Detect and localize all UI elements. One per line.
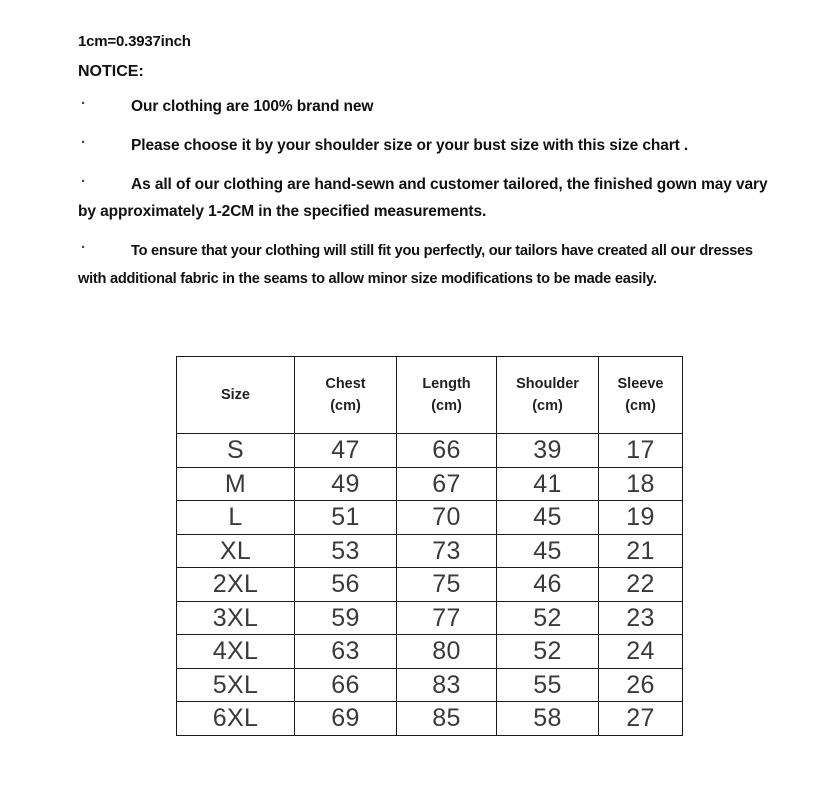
cell-sleeve: 26 [599,668,683,702]
bullet-dot-icon: · [81,173,86,190]
bullet-dot-icon: · [81,134,86,151]
notice-bullet-4-text [78,237,768,293]
cell-sleeve: 24 [599,635,683,669]
cell-chest: 69 [295,702,397,736]
bullet-dot-icon: · [81,239,86,256]
table-header-size-name: Size [220,387,250,403]
notice-block [78,32,768,305]
cell-size: 4XL [177,635,295,669]
size-chart-table-container [176,356,682,736]
cell-shoulder: 39 [497,434,599,468]
table-row [177,668,683,702]
notice-bullet-4-emphasis: our [670,242,696,259]
cell-length: 67 [397,467,497,501]
cell-length: 73 [397,534,497,568]
table-header-length [397,357,497,434]
table-header-length-name: Length [422,376,471,392]
notice-bullet-4-lead: To ensure that your clothing will still fit you perfectly, our tailors have created all [131,243,671,259]
cell-chest: 63 [295,635,397,669]
cell-length: 77 [397,601,497,635]
cell-size: 6XL [177,702,295,736]
table-row [177,534,683,568]
cell-chest: 53 [295,534,397,568]
cell-size: 3XL [177,601,295,635]
notice-bullet-2 [78,132,768,159]
table-row [177,635,683,669]
cell-chest: 66 [295,668,397,702]
notice-bullet-4-rest: dresses with additional fabric in the seams to allow minor size modifications to be made easily. [78,243,753,287]
table-row [177,434,683,468]
table-header-chest-name: Chest [325,376,366,392]
notice-bullet-3 [78,171,768,225]
notice-bullet-3-text: As all of our clothing are hand-sewn and customer tailored, the finished gown may vary by approximately 1-2CM in the specified measurements. [78,176,768,220]
cell-chest: 56 [295,568,397,602]
notice-bullet-4 [78,237,768,293]
cell-size: XL [177,534,295,568]
table-header-sleeve-name: Sleeve [617,376,664,392]
notice-bullet-1-text: Our clothing are 100% brand new [131,98,374,115]
cell-sleeve: 21 [599,534,683,568]
table-header-shoulder [497,357,599,434]
notice-heading: NOTICE: [78,63,144,80]
size-chart-table [176,356,683,736]
cell-shoulder: 52 [497,635,599,669]
cell-length: 83 [397,668,497,702]
table-row [177,501,683,535]
table-header-chest [295,357,397,434]
cell-shoulder: 58 [497,702,599,736]
table-header-size [177,357,295,434]
table-header-chest-unit: (cm) [330,398,361,414]
cell-shoulder: 45 [497,501,599,535]
cell-chest: 47 [295,434,397,468]
cell-chest: 51 [295,501,397,535]
table-header-sleeve [599,357,683,434]
notice-bullet-2-text: Please choose it by your shoulder size or your bust size with this size chart . [131,137,689,154]
table-header-length-unit: (cm) [431,398,462,414]
cell-sleeve: 22 [599,568,683,602]
cell-shoulder: 55 [497,668,599,702]
cell-sleeve: 27 [599,702,683,736]
cell-shoulder: 52 [497,601,599,635]
table-header-row [177,357,683,434]
table-header-sleeve-unit: (cm) [625,398,656,414]
cell-length: 66 [397,434,497,468]
cell-shoulder: 41 [497,467,599,501]
cell-size: M [177,467,295,501]
cell-length: 85 [397,702,497,736]
cell-shoulder: 45 [497,534,599,568]
cell-size: L [177,501,295,535]
cell-length: 80 [397,635,497,669]
cell-size: 5XL [177,668,295,702]
table-row [177,702,683,736]
cell-chest: 49 [295,467,397,501]
table-header-shoulder-name: Shoulder [516,376,579,392]
table-header-shoulder-unit: (cm) [532,398,563,414]
table-row [177,601,683,635]
bullet-dot-icon: · [81,95,86,112]
size-chart-table-head [177,357,683,434]
size-chart-table-body [177,434,683,736]
cell-size: S [177,434,295,468]
cell-chest: 59 [295,601,397,635]
table-row [177,467,683,501]
cell-sleeve: 18 [599,467,683,501]
notice-bullet-1 [78,93,768,120]
unit-conversion-line: 1cm=0.3937inch [78,33,191,50]
cell-sleeve: 19 [599,501,683,535]
cell-shoulder: 46 [497,568,599,602]
cell-sleeve: 23 [599,601,683,635]
table-row [177,568,683,602]
cell-length: 75 [397,568,497,602]
cell-sleeve: 17 [599,434,683,468]
cell-length: 70 [397,501,497,535]
cell-size: 2XL [177,568,295,602]
